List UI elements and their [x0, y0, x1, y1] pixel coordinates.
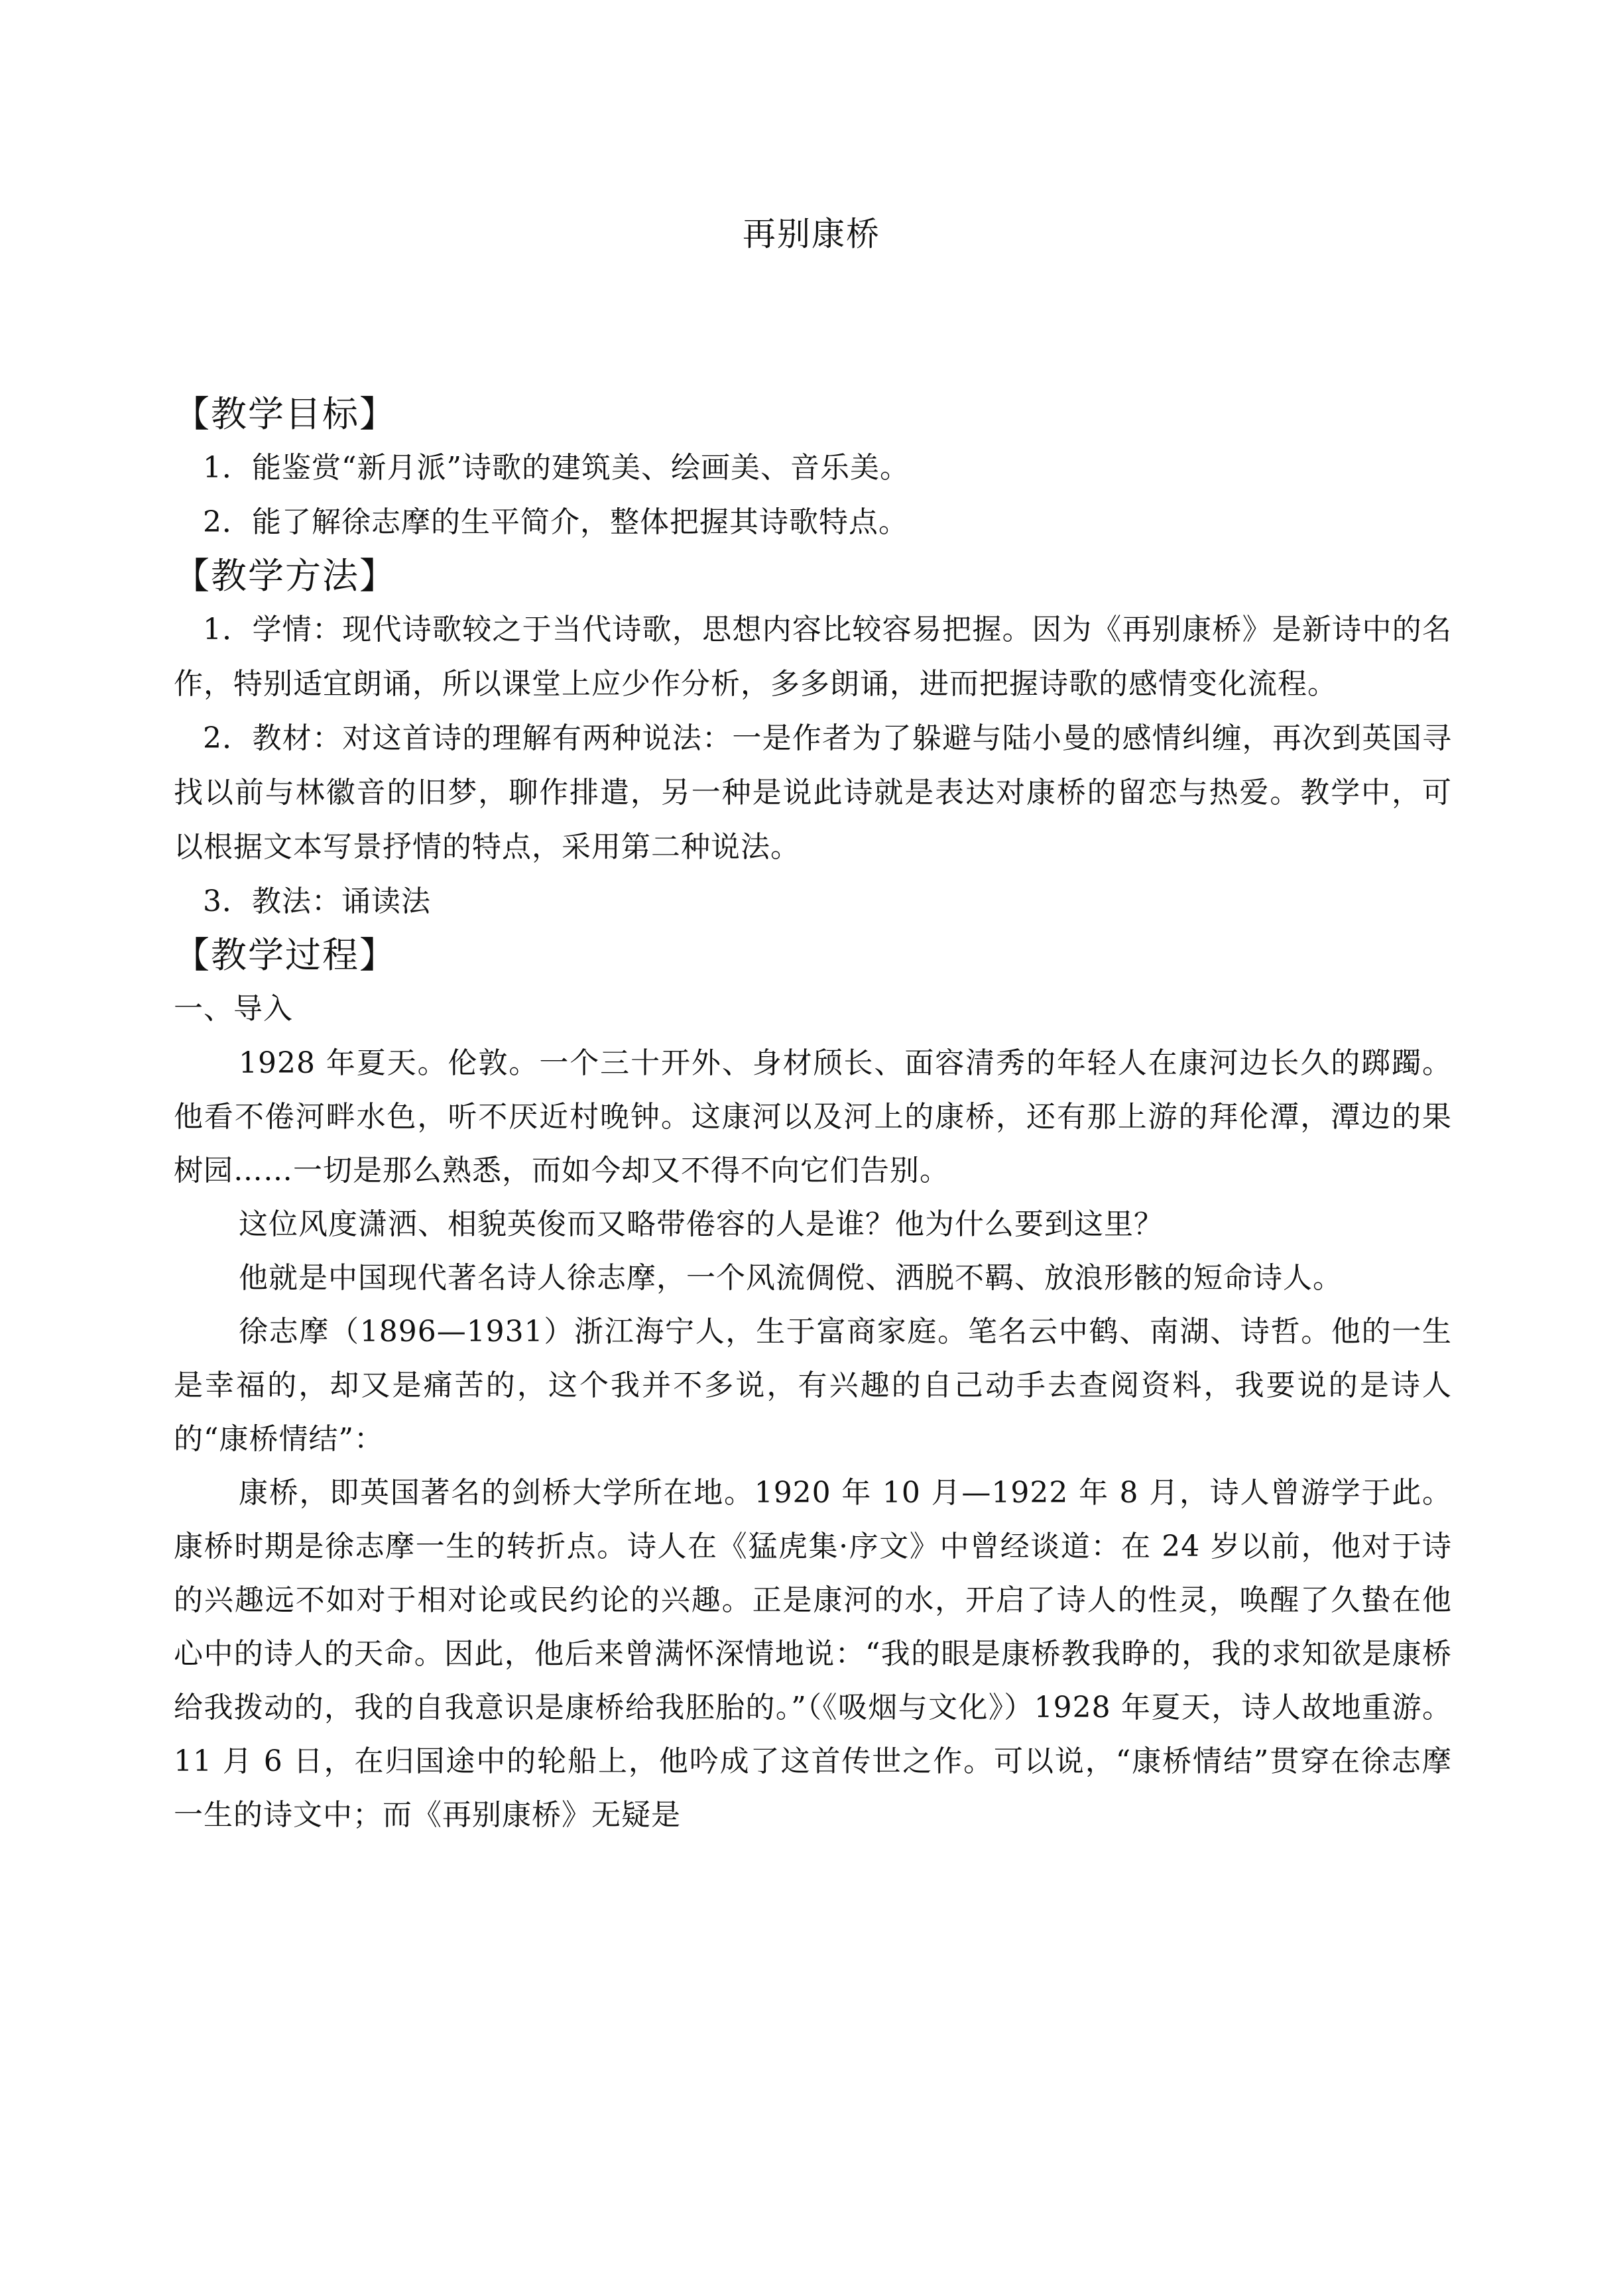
section-heading-methods: 【教学方法】: [174, 555, 396, 597]
section-heading-process: 【教学过程】: [174, 934, 396, 976]
document-title: 再别康桥: [743, 215, 880, 253]
section-heading-objectives: 【教学目标】: [174, 393, 396, 435]
process-paragraph-3: 他就是中国现代著名诗人徐志摩，一个风流倜傥、洒脱不羁、放浪形骸的短命诗人。: [239, 1261, 1343, 1295]
process-paragraph-4: 徐志摩（1896—1931）浙江海宁人，生于富商家庭。笔名云中鹤、南湖、诗哲。他的一生是幸福的，却又是痛苦的，这个我并不多说，有兴趣的自己动手去查阅资料，我要说的是诗人的“康桥情结”：: [174, 1315, 1452, 1456]
method-item-2: 2．教材：对这首诗的理解有两种说法：一是作者为了躲避与陆小曼的感情纠缠，再次到英国寻找以前与林徽音的旧梦，聊作排遣，另一种是说此诗就是表达对康桥的留恋与热爱。教学中，可以根据文本写景抒情的特点，采用第二种说法。: [174, 721, 1452, 864]
process-paragraph-2: 这位风度潇洒、相貌英俊而又略带倦容的人是谁？他为什么要到这里？: [239, 1207, 1164, 1241]
method-item-3: 3．教法：诵读法: [203, 884, 431, 918]
document-body: [174, 388, 1452, 1842]
objective-item-2: 2．能了解徐志摩的生平简介，整体把握其诗歌特点。: [203, 505, 908, 539]
process-subheading-intro: 一、导入: [174, 992, 293, 1026]
method-item-1: 1．学情：现代诗歌较之于当代诗歌，思想内容比较容易把握。因为《再别康桥》是新诗中的名作，特别适宜朗诵，所以课堂上应少作分析，多多朗诵，进而把握诗歌的感情变化流程。: [174, 613, 1452, 701]
process-paragraph-5: 康桥，即英国著名的剑桥大学所在地。1920 年 10 月—1922 年 8 月，诗人曾游学于此。康桥时期是徐志摩一生的转折点。诗人在《猛虎集·序文》中曾经谈道：在 24 岁以前，他对于诗的兴趣远不如对于相对论或民约论的兴趣。正是康河的水，开启了诗人的性灵，唤醒了久蛰在他心中的诗人的天命。因此，他后来曾满怀深情地说：“我的眼是康桥教我睁的，我的求知欲是康桥给我拨动的，我的自我意识是康桥给我胚胎的。”（《吸烟与文化》）1928 年夏天，诗人故地重游。11 月 6 日，在归国途中的轮船上，他吟成了这首传世之作。可以说，“康桥情结”贯穿在徐志摩一生的诗文中；而《再别康桥》无疑是: [174, 1476, 1452, 1832]
objective-item-1: 1．能鉴赏“新月派”诗歌的建筑美、绘画美、音乐美。: [203, 451, 910, 485]
process-paragraph-1: 1928 年夏天。伦敦。一个三十开外、身材颀长、面容清秀的年轻人在康河边长久的踯躅。他看不倦河畔水色，听不厌近村晚钟。这康河以及河上的康桥，还有那上游的拜伦潭，潭边的果树园……一切是那么熟悉，而如今却又不得不向它们告别。: [174, 1046, 1452, 1187]
